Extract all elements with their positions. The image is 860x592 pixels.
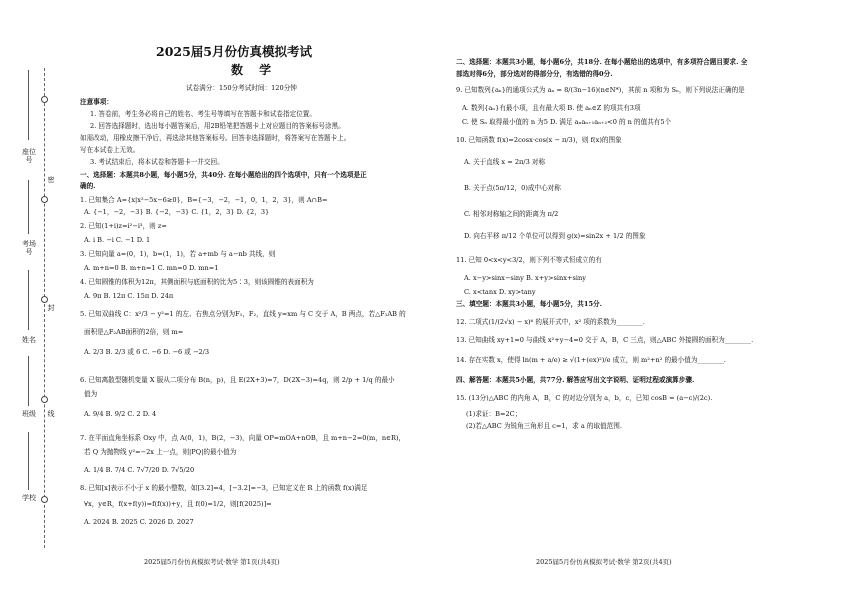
question-line: 4. 已知圆锥的体积为12π，其侧面积与底面积的比为5∶3，则该圆锥的表面积为 [80, 278, 314, 286]
question-line: 12. 二项式(1/(2√x) − x)⁶ 的展开式中，x² 项的系数为________. [456, 318, 645, 326]
binding-margin [0, 0, 60, 592]
field-seat-number: 座位号 [22, 148, 36, 164]
subquestion-line: (2)若△ABC 为锐角三角形且 c=1，求 a 的取值范围. [466, 422, 622, 430]
section-heading: 一、选择题：本题共8小题，每小题5分，共40分. 在每小题给出的四个选项中，只有一个选项是正 [80, 171, 367, 179]
option-line: A. 关于直线 x = 2π/3 对称 [464, 158, 546, 166]
field-underline [28, 356, 29, 406]
exam-title: 2025届5月份仿真模拟考试 [156, 44, 312, 59]
seal-word-xian: 线 [47, 410, 55, 418]
question-line: 面积是△F₂AB面积的2倍，则 m= [84, 328, 184, 336]
note-line: 如需改动，用橡皮擦干净后，再选涂其他答案标号。回答非选择题时，将答案写在答题卡上。 [80, 134, 351, 142]
section-heading: 四、解答题：本题共5小题，共77分. 解答应写出文字说明、证明过程或演算步骤. [456, 376, 695, 384]
section-heading: 二、选择题：本题共3小题，每小题6分，共18分. 在每小题给出的选项中，有多项符合题目要求. 全 [456, 58, 748, 66]
binding-hole [41, 496, 48, 503]
options-line: A. i B. −i C. −1 D. 1 [84, 236, 151, 244]
question-line: 5. 已知双曲线 C：x²/3 − y²=1 的左、右焦点分别为F₁，F₂，直线 y=xm 与 C 交于 A，B 两点，若△F₁AB 的 [80, 310, 406, 318]
options-line: A. 数列{aₙ}有最小项，且有最大项 B. 使 aₙ∈Z 的项共有3项 [462, 104, 641, 112]
section-heading: 确的. [80, 182, 96, 190]
subquestion-line: (1)求证：B=2C； [466, 410, 522, 418]
field-underline [28, 432, 29, 490]
options-line: A. 2/3 B. 2/3 或 6 C. −6 D. −6 或 −2/3 [84, 348, 210, 356]
options-line: A. 2024 B. 2025 C. 2026 D. 2027 [84, 518, 194, 526]
option-line: C. 相邻对称轴之间的距离为 π/2 [464, 210, 559, 218]
field-underline [28, 270, 29, 330]
question-line: 8. 已知[x]表示不小于 x 的最小整数，如[3.2]=4，[−3.2]=−3，已知定义在 R 上的函数 f(x)满足 [80, 484, 368, 492]
question-line: ∀x，y∈R，f(x+f(y))=f(f(x))+y，且 f(0)=1/2，则[f(2025)]= [84, 500, 272, 508]
question-line: 7. 在平面直角坐标系 Oxy 中，点 A(0，1)，B(2，−3)，向量 OP=mOA+nOB，且 m+n−2=0(m，n∈R)， [80, 434, 406, 442]
page-footer-2: 2025届5月份仿真模拟考试·数学 第2页(共4页) [536, 558, 672, 566]
field-school: 学校 [22, 494, 36, 502]
field-name: 姓名 [22, 336, 36, 344]
question-line: 10. 已知函数 f(x)=2cosx·cos(x − π/3)，则 f(x)的图象 [456, 136, 622, 144]
note-line: 写在本试卷上无效。 [80, 146, 140, 154]
binding-hole [41, 196, 48, 203]
field-underline [28, 180, 29, 234]
options-line: C. x<tanx D. xy>tany [464, 288, 536, 296]
binding-hole [41, 296, 48, 303]
field-class: 班级 [22, 410, 36, 418]
options-line: C. 使 Sₙ 取得最小值的 n 为5 D. 满足 aₙaₙ₊₁aₙ₊₂<0 的 n 的值共有5个 [462, 118, 672, 126]
seal-word-feng: 封 [47, 304, 55, 312]
options-line: A. 9/4 B. 9/2 C. 2 D. 4 [84, 410, 157, 418]
section-heading: 三、填空题：本题共3小题，每小题5分，共15分. [456, 300, 602, 308]
options-line: A. {−1，−2，−3} B. {−2，−3} C. {1，2，3} D. {2，3} [84, 208, 270, 216]
binding-hole [41, 396, 48, 403]
seal-word-mi: 密 [47, 176, 55, 184]
question-line: 11. 已知 0<x<y<3/2，则下列不等式恒成立的有 [456, 256, 602, 264]
page-footer-1: 2025届5月份仿真模拟考试·数学 第1页(共4页) [144, 558, 280, 566]
question-line: 若 Q 为抛物线 y²=−2x 上一点，则|PQ|的最小值为 [84, 448, 237, 456]
notes-heading: 注意事项： [80, 98, 113, 106]
exam-meta: 试卷满分：150分考试时间：120分钟 [186, 84, 297, 92]
field-exam-room: 考场号 [22, 240, 36, 256]
question-line: 14. 存在实数 x，使得 ln(m + a/e) ≥ √(1+(ex)²)/e 成立，则 m²+n² 的最小值为________. [456, 356, 726, 364]
note-line: 2. 回答选择题时，选出每小题答案后，用2B铅笔把答题卡上对应题目的答案标号涂黑。 [90, 122, 345, 130]
binding-hole [41, 96, 48, 103]
seal-dashed-line [44, 68, 45, 548]
question-line: 9. 已知数列{aₙ}的通项公式为 aₙ = 8/(3n−16)(n∈N*)，其前 n 项和为 Sₙ，则下列说法正确的是 [456, 86, 745, 94]
options-line: A. 9π B. 12π C. 15π D. 24π [84, 292, 174, 300]
question-line: 1. 已知集合 A={x|x²−5x−6≥0}，B={−3，−2，−1，0，1，2，3}，则 A∩B= [80, 196, 328, 204]
subject-title: 数 学 [231, 63, 278, 77]
question-line: 13. 已知曲线 xy+1=0 与曲线 x²+y−4=0 交于 A，B，C 三点，则△ABC 外接圆的面积为________. [456, 336, 754, 344]
question-line: 15. (13分)△ABC 的内角 A，B，C 的对边分别为 a，b，c，已知 cosB = (a−c)/(2c). [456, 394, 713, 402]
options-line: A. 1/4 B. 7/4 C. 7√7/20 D. 7√5/20 [84, 466, 195, 474]
question-line: 2. 已知(1+i)z=i²−i³，则 z= [80, 222, 167, 230]
note-line: 1. 答卷前，考生务必将自己的姓名、考生号等填写在答题卡和试卷指定位置。 [90, 110, 316, 118]
field-underline [28, 70, 29, 140]
question-line: 6. 已知离散型随机变量 X 服从二项分布 B(n，p)，且 E(2X+3)=7，D(2X−3)=4q，则 2/p + 1/q 的最小 [80, 376, 395, 384]
section-heading: 部选对得6分，部分选对的得部分分，有选错的得0分. [456, 70, 613, 78]
question-line: 值为 [84, 390, 98, 398]
option-line: B. 关于点(5π/12，0)成中心对称 [464, 184, 561, 192]
note-line: 3. 考试结束后，将本试卷和答题卡一并交回。 [90, 158, 224, 166]
question-line: 3. 已知向量 a=(0，1)，b=(1，1)，若 a+mb 与 a−nb 共线，则 [80, 250, 276, 258]
option-line: D. 向右平移 π/12 个单位可以得到 g(x)=sin2x + 1/2 的图象 [464, 232, 646, 240]
options-line: A. m+n=0 B. m+n=1 C. mn=0 D. mn=1 [84, 264, 219, 272]
options-line: A. x−y>sinx−siny B. x+y>sinx+siny [464, 274, 586, 282]
